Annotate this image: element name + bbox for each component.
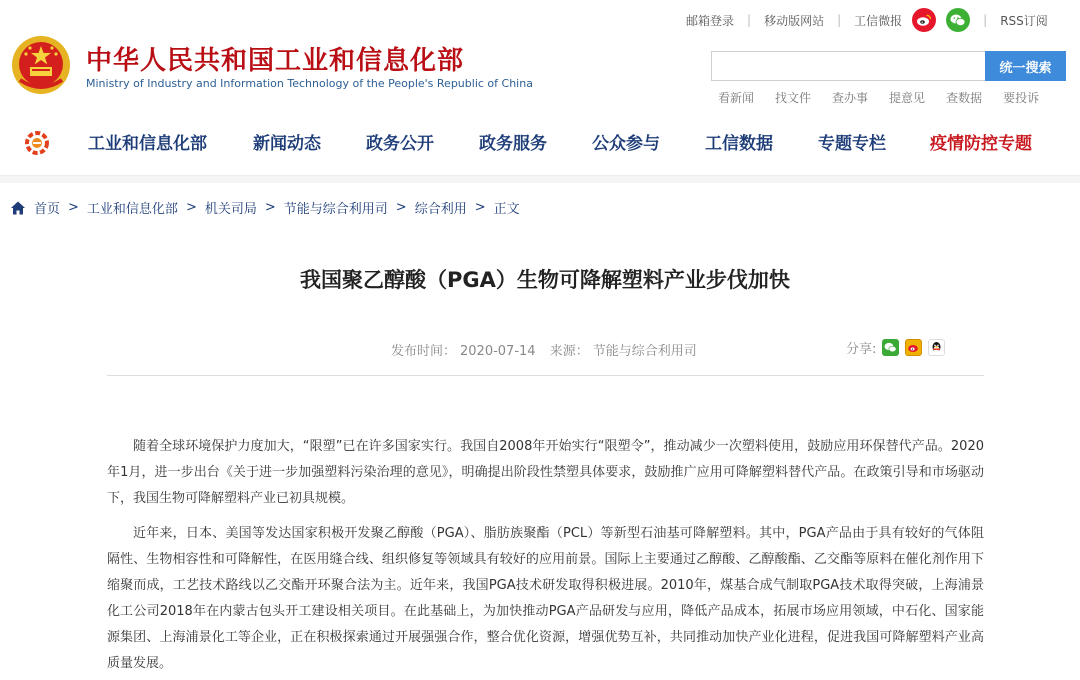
- breadcrumb-energy-saving-dept[interactable]: 节能与综合利用司: [283, 202, 388, 217]
- share-bar: [846, 338, 945, 357]
- nav-item-topics[interactable]: 专题专栏: [818, 134, 886, 154]
- unified-search-button[interactable]: 统一搜索: [985, 51, 1066, 81]
- breadcrumb: [10, 198, 520, 217]
- article-title: 我国聚乙醇酸（PGA）生物可降解塑料产业步伐加快: [300, 268, 790, 292]
- breadcrumb-separator: >: [395, 200, 407, 215]
- publish-date: 2020-07-14: [460, 344, 536, 359]
- site-subtitle: Ministry of Industry and Information Technology of the People's Republic of China: [86, 77, 533, 90]
- breadcrumb-home[interactable]: 首页: [34, 202, 61, 217]
- section-divider: [0, 175, 1080, 183]
- quick-link-documents[interactable]: 找文件: [775, 91, 812, 105]
- nav-item-miit[interactable]: 工业和信息化部: [88, 134, 207, 154]
- wechat-icon[interactable]: [946, 8, 970, 32]
- breadcrumb-current: 正文: [493, 202, 520, 217]
- breadcrumb-separator: >: [68, 200, 79, 215]
- article-paragraph-1: 随着全球环境保护力度加大，“限塑”已在许多国家实行。我国自2008年开始实行“限塑令”，推动减少一次塑料使用，鼓励应用环保替代产品。2020年1月，进一步出台《关于进一步加强塑料污染治理的意见》，明确提出阶段性禁塑具体要求，鼓励推广应用可降解塑料替代产品。在政策引导和市场驱动下，我国生物可降解塑料产业已初具规模。: [107, 439, 984, 506]
- separator: |: [837, 13, 842, 27]
- quick-links: [718, 89, 1039, 106]
- search-input[interactable]: [711, 51, 985, 81]
- qq-share-icon[interactable]: [928, 339, 945, 356]
- breadcrumb-comprehensive-use[interactable]: 综合利用: [414, 202, 467, 217]
- weibo-share-icon[interactable]: [905, 339, 922, 356]
- source-value: 节能与综合利用司: [592, 344, 697, 359]
- nav-item-epidemic[interactable]: 疫情防控专题: [930, 134, 1032, 154]
- breadcrumb-miit[interactable]: 工业和信息化部: [86, 202, 178, 217]
- breadcrumb-separator: >: [185, 200, 197, 215]
- top-utility-links: [686, 10, 1048, 30]
- site-title[interactable]: 中华人民共和国工业和信息化部: [86, 46, 465, 76]
- breadcrumb-departments[interactable]: 机关司局: [204, 202, 257, 217]
- nav-item-participation[interactable]: 公众参与: [592, 134, 660, 154]
- mobile-site-link[interactable]: 移动版网站: [764, 13, 825, 28]
- home-icon[interactable]: [10, 200, 26, 216]
- miit-logo-icon[interactable]: [22, 130, 52, 156]
- nav-item-data[interactable]: 工信数据: [705, 134, 773, 154]
- separator: |: [983, 13, 988, 27]
- nav-item-services[interactable]: 政务服务: [479, 134, 547, 154]
- quick-link-news[interactable]: 看新闻: [718, 91, 755, 105]
- main-nav: [0, 126, 1080, 160]
- nav-item-gov-affairs[interactable]: 政务公开: [366, 134, 434, 154]
- quick-link-complaint[interactable]: 要投诉: [1003, 91, 1040, 105]
- rss-link[interactable]: RSS订阅: [1000, 13, 1048, 28]
- weibo-report-link[interactable]: 工信微报: [854, 13, 903, 28]
- nav-item-news[interactable]: 新闻动态: [253, 134, 321, 154]
- national-emblem-icon: [10, 34, 72, 96]
- quick-link-data[interactable]: 查数据: [946, 91, 983, 105]
- quick-link-feedback[interactable]: 提意见: [889, 91, 926, 105]
- meta-divider: [107, 375, 984, 376]
- weibo-icon[interactable]: [912, 8, 936, 32]
- article-paragraph-2: 近年来，日本、美国等发达国家积极开发聚乙醇酸（PGA）、脂肪族聚酯（PCL）等新型石油基可降解塑料。其中，PGA产品由于具有较好的气体阻隔性、生物相容性和可降解性，在医用缝合线、组织修复等领域具有较好的应用前景。国际上主要通过乙醇酸、乙醇酸酯、乙交酯等原料在催化剂作用下缩聚而成，工艺技术路线以乙交酯开环聚合法为主。近年来，我国PGA技术研发取得积极进展。2010年，煤基合成气制取PGA技术取得突破，上海浦景化工公司2018年在内蒙古包头开工建设相关项目。在此基础上，为加快推动PGA产品研发与应用，降低产品成本，拓展市场应用领域，中石化、国家能源集团、上海浦景化工等企业，正在积极探索通过开展强强合作，整合优化资源，增强优势互补，共同推动加快产业化进程，促进我国可降解塑料产业高质量发展。: [107, 526, 984, 671]
- source-label: 来源：: [549, 344, 589, 359]
- article-meta: [391, 340, 701, 359]
- quick-link-services[interactable]: 查办事: [832, 91, 869, 105]
- publish-label: 发布时间：: [391, 344, 457, 359]
- mail-login-link[interactable]: 邮箱登录: [686, 13, 735, 28]
- breadcrumb-separator: >: [474, 200, 486, 215]
- wechat-share-icon[interactable]: [882, 339, 899, 356]
- breadcrumb-separator: >: [264, 200, 276, 215]
- share-label: 分享:: [846, 342, 877, 357]
- separator: |: [747, 13, 752, 27]
